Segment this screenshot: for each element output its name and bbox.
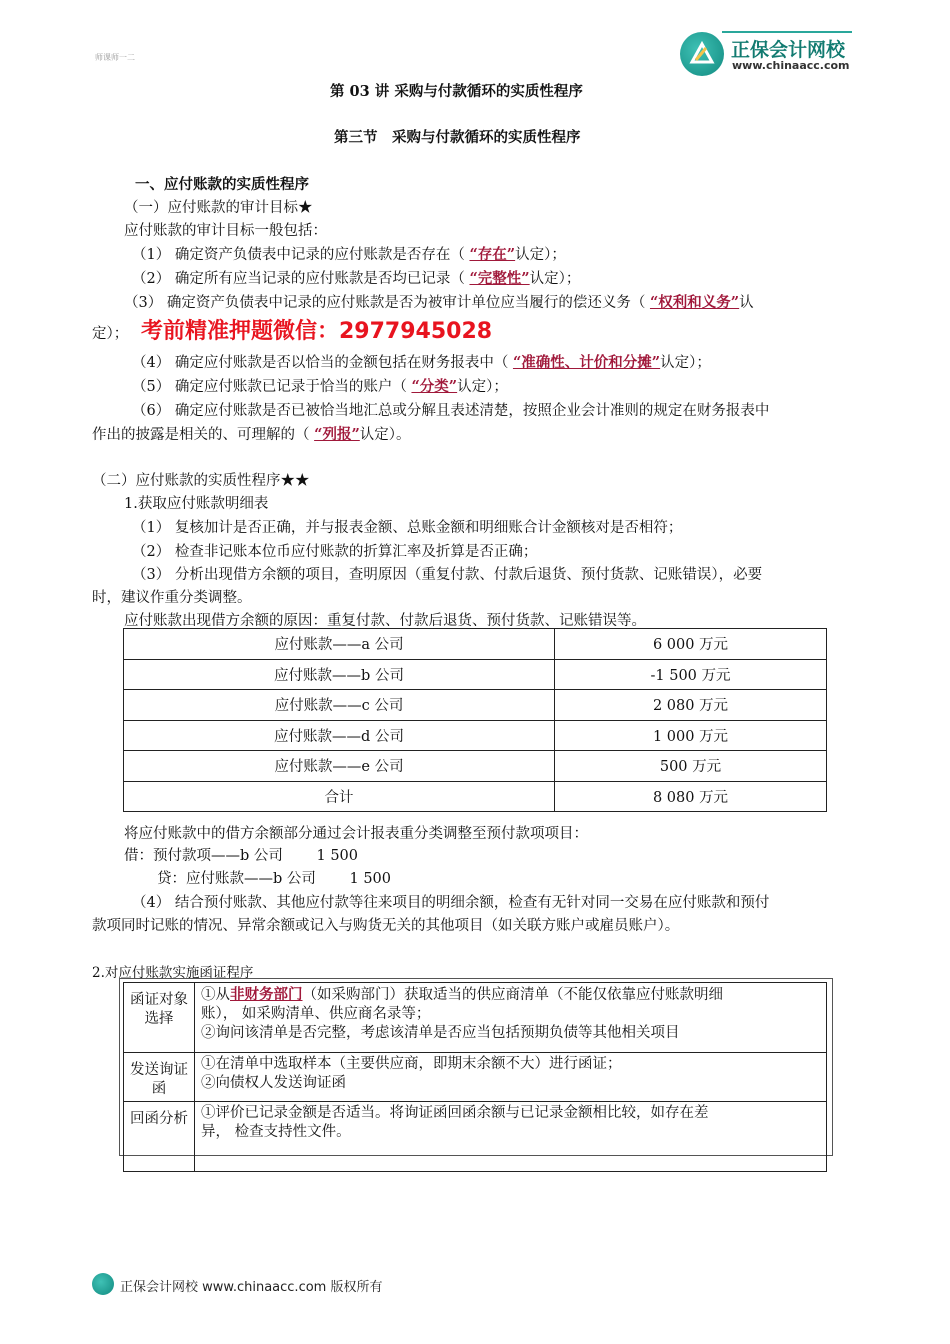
total-amount-cell: 8 080 万元 [555,781,827,812]
step2-title: 2.对应付账款实施函证程序 [92,965,254,981]
step1-title: 1.获取应付账款明细表 [124,496,269,512]
lecture-title: 第 03 讲 采购与付款循环的实质性程序 [330,83,583,100]
reclass-note: 将应付账款中的借方余额部分通过会计报表重分类调整至预付款项项目： [124,826,588,842]
row-label: 发送询证函 [124,1053,195,1102]
step1-item-4-line1: （4） 结合预付账款、其他应付款等往来项目的明细余额，检查有无针对同一交易在应付账款和预付 [132,895,770,911]
amount-cell: -1 500 万元 [555,659,827,690]
table-row [124,690,827,721]
row-content: ①在清单中选取样本（主要供应商，即期末余额不大）进行函证； ②向债权人发送询证函 [195,1053,827,1102]
table-row [124,751,827,782]
amount-cell: 2 080 万元 [555,690,827,721]
footer-text: 正保会计网校 www.chinaacc.com 版权所有 [120,1280,383,1295]
section-title: 第三节 采购与付款循环的实质性程序 [334,129,581,146]
logo-url: www.chinaacc.com [732,59,850,72]
amount-cell: 6 000 万元 [555,629,827,660]
goal-3: （3） 确定资产负债表中记录的应付账款是否为被审计单位应当履行的偿还义务（ “权利和义务”认 [124,294,754,311]
part1-heading: 一、应付账款的实质性程序 [135,176,309,193]
journal-entry-credit: 贷：应付账款——b 公司 1 500 [157,871,392,887]
table-row [124,983,827,1053]
part2-heading: （二）应付账款的实质性程序★★ [92,473,310,489]
goal-2: （2） 确定所有应当记录的应付账款是否均已记录（ “完整性”认定）； [132,270,581,287]
account-cell: 应付账款——d 公司 [124,720,555,751]
step1-item-3-line2: 时，建议作重分类调整。 [92,590,252,606]
logo-icon [680,32,724,76]
row-label: 函证对象选择 [124,983,195,1053]
table-row [124,781,827,812]
amount-cell: 1 000 万元 [555,720,827,751]
amount-cell: 500 万元 [555,751,827,782]
goal-6-line2: 作出的披露是相关的、可理解的（ “列报”认定）。 [92,426,411,443]
logo-bar [722,31,852,33]
logo-name: 正保会计网校 [731,39,846,61]
journal-entry-debit: 借：预付款项——b 公司 1 500 [124,848,359,864]
step1-item-4-line2: 款项同时记账的情况、异常余额或记入与购货无关的其他项目（如关联方账户或雇员账户）。 [92,918,680,934]
table-row [124,1102,827,1172]
confirmation-table [123,982,827,1172]
part1-intro: 应付账款的审计目标一般包括： [124,223,327,239]
row-content: ①评价已记录金额是否适当。将询证函回函余额与已记录金额相比较，如存在差 异， 检查支持性文件。 [195,1102,827,1172]
account-cell: 应付账款——b 公司 [124,659,555,690]
goal-4: （4） 确定应付账款是否以恰当的金额包括在财务报表中（ “准确性、计价和分摊”认定）； [132,354,711,371]
table-row [124,720,827,751]
step1-item-2: （2） 检查非记账本位币应付账款的折算汇率及折算是否正确； [132,544,538,560]
table-row [124,659,827,690]
account-cell: 应付账款——e 公司 [124,751,555,782]
row-label: 回函分析 [124,1102,195,1172]
table-row [124,1053,827,1102]
goal-3-cont: 定）； [92,326,129,342]
debit-balance-reason: 应付账款出现借方余额的原因：重复付款、付款后退货、预付货款、记账错误等。 [124,613,646,629]
table-row [124,629,827,660]
watermark-text: 考前精准押题微信：2977945028 [141,319,493,344]
row-content: ①从非财务部门（如采购部门）获取适当的供应商清单（不能仅依靠应付账款明细 账）， 如采购清单、供应商名录等； ②询问该清单是否完整，考虑该清单是否应当包括预期负债等其他相关项目 [195,983,827,1053]
goal-5: （5） 确定应付账款已记录于恰当的账户（ “分类”认定）； [132,378,508,395]
footer-logo-icon [92,1273,114,1295]
account-cell: 应付账款——a 公司 [124,629,555,660]
step1-item-3-line1: （3） 分析出现借方余额的项目，查明原因（重复付款、付款后退货、预付货款、记账错误），必要 [132,567,763,583]
corner-text: 师课师一二 [95,53,135,62]
total-label-cell: 合计 [124,781,555,812]
part1-sub-heading: （一）应付账款的审计目标★ [124,200,313,216]
step1-item-1: （1） 复核加计是否正确，并与报表金额、总账金额和明细账合计金额核对是否相符； [132,520,683,536]
accounts-payable-table [123,628,827,812]
goal-1: （1） 确定资产负债表中记录的应付账款是否存在（ “存在”认定）； [132,246,566,263]
account-cell: 应付账款——c 公司 [124,690,555,721]
goal-6-line1: （6） 确定应付账款是否已被恰当地汇总或分解且表述清楚，按照企业会计准则的规定在财务报表中 [132,403,770,419]
